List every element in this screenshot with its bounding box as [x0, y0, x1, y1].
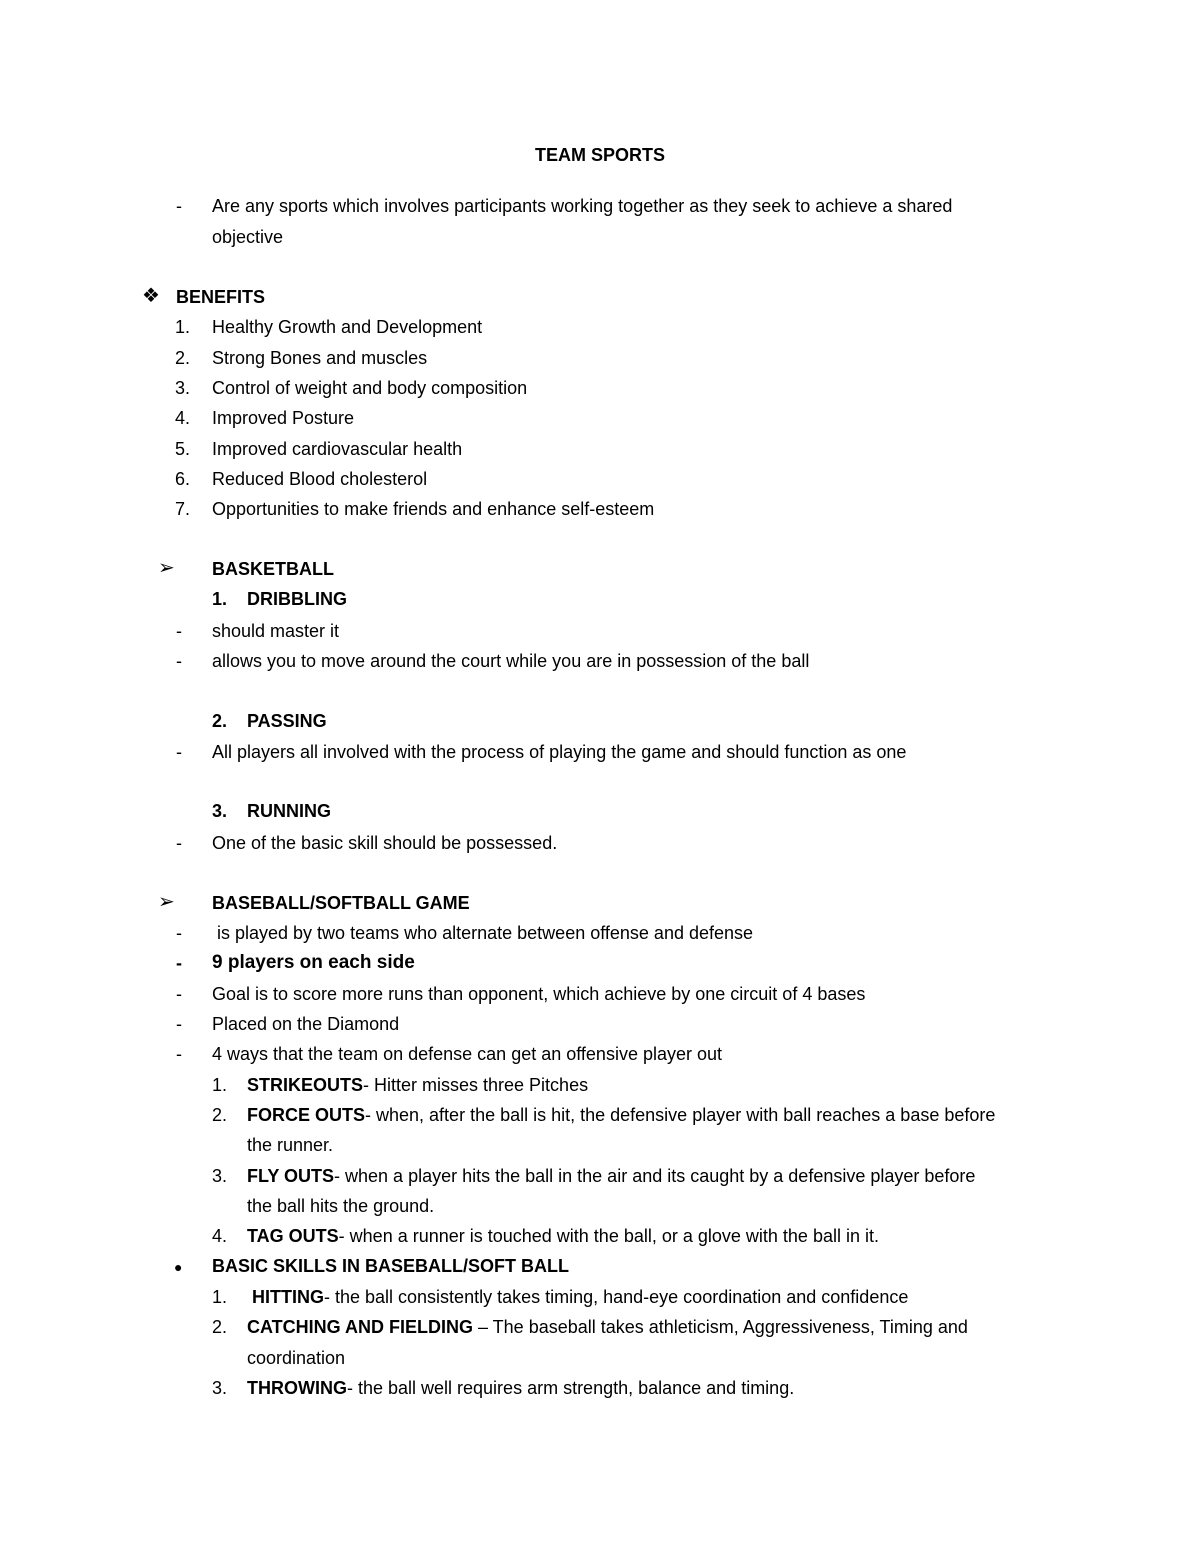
skill-term: THROWING: [247, 1378, 347, 1398]
list-number: 3.: [175, 378, 191, 398]
dash-marker: -: [176, 953, 182, 973]
running-heading: RUNNING: [247, 801, 331, 821]
out-term: FORCE OUTS: [247, 1105, 366, 1125]
list-number: 2.: [212, 1105, 228, 1125]
out-desc: - Hitter misses three Pitches: [363, 1075, 589, 1095]
list-number: 3.: [212, 1378, 228, 1398]
out-desc: - when a runner is touched with the ball, or a glove with the ball in it.: [338, 1226, 879, 1246]
benefit-item: Reduced Blood cholesterol: [212, 469, 428, 489]
out-desc-continued: the ball hits the ground.: [247, 1196, 435, 1216]
dash-marker: -: [176, 1044, 182, 1064]
dash-marker: -: [176, 1014, 182, 1034]
baseball-point: 4 ways that the team on defense can get an offensive player out: [212, 1044, 723, 1064]
page-title: TEAM SPORTS: [534, 145, 665, 165]
benefits-heading: BENEFITS: [176, 287, 266, 307]
skill-term: HITTING: [247, 1287, 324, 1307]
benefit-item: Improved cardiovascular health: [212, 439, 463, 459]
out-term: TAG OUTS: [247, 1226, 339, 1246]
list-number: 1.: [175, 317, 191, 337]
list-number: 5.: [175, 439, 191, 459]
arrow-bullet-icon: ➢: [158, 891, 175, 913]
list-number: 1.: [212, 1287, 228, 1307]
baseball-point-players: 9 players on each side: [212, 952, 415, 973]
out-item: [247, 1225, 879, 1247]
skill-item: [247, 1316, 968, 1338]
out-item: [247, 1074, 588, 1096]
skill-item: [247, 1286, 908, 1308]
skill-desc: – The baseball takes athleticism, Aggressiveness, Timing and: [472, 1317, 968, 1337]
list-number: 1.: [212, 1075, 228, 1095]
skill-number: 2.: [212, 711, 228, 731]
running-point: One of the basic skill should be possessed.: [212, 833, 558, 853]
benefit-item: Healthy Growth and Development: [212, 317, 483, 337]
list-number: 2.: [212, 1317, 228, 1337]
skill-number: 1.: [212, 589, 228, 609]
benefit-item: Control of weight and body composition: [212, 378, 528, 398]
definition-line-1: Are any sports which involves participants working together as they seek to achieve a shared: [212, 196, 953, 216]
out-desc: - when a player hits the ball in the air and its caught by a defensive player before: [334, 1166, 976, 1186]
dash-marker: -: [176, 196, 182, 216]
dash-marker: -: [176, 833, 182, 853]
definition-line-2: objective: [212, 227, 284, 247]
skill-desc: - the ball well requires arm strength, balance and timing.: [346, 1378, 795, 1398]
list-number: 3.: [212, 1166, 228, 1186]
skills-heading: BASIC SKILLS IN BASEBALL/SOFT BALL: [212, 1256, 569, 1276]
list-number: 7.: [175, 499, 191, 519]
out-desc: - when, after the ball is hit, the defensive player with ball reaches a base before: [365, 1105, 996, 1125]
passing-heading: PASSING: [247, 711, 327, 731]
list-number: 4.: [212, 1226, 228, 1246]
out-term: STRIKEOUTS: [247, 1075, 364, 1095]
dash-marker: -: [176, 742, 182, 762]
dash-marker: -: [176, 984, 182, 1004]
out-item: [247, 1104, 995, 1126]
baseball-point: is played by two teams who alternate between offense and defense: [212, 923, 754, 943]
list-number: 6.: [175, 469, 191, 489]
dribbling-heading: DRIBBLING: [247, 589, 347, 609]
round-bullet-icon: ●: [174, 1259, 183, 1275]
out-term: FLY OUTS: [247, 1166, 335, 1186]
dribbling-point: allows you to move around the court while you are in possession of the ball: [212, 651, 810, 671]
passing-point: All players all involved with the process of playing the game and should function as one: [212, 742, 907, 762]
baseball-point: Goal is to score more runs than opponent, which achieve by one circuit of 4 bases: [212, 984, 866, 1004]
arrow-bullet-icon: ➢: [158, 557, 175, 579]
baseball-point: Placed on the Diamond: [212, 1014, 400, 1034]
baseball-heading: BASEBALL/SOFTBALL GAME: [212, 893, 470, 913]
dash-marker: -: [176, 621, 182, 641]
benefit-item: Opportunities to make friends and enhance self-esteem: [212, 499, 655, 519]
list-number: 4.: [175, 408, 191, 428]
diamond-bullet-icon: ❖: [142, 285, 160, 307]
benefit-item: Strong Bones and muscles: [212, 348, 428, 368]
skill-item: [247, 1377, 794, 1399]
list-number: 2.: [175, 348, 191, 368]
out-desc-continued: the runner.: [247, 1135, 334, 1155]
dribbling-point: should master it: [212, 621, 340, 641]
skill-desc-continued: coordination: [247, 1348, 346, 1368]
skill-desc: - the ball consistently takes timing, hand-eye coordination and confidence: [324, 1287, 909, 1307]
skill-number: 3.: [212, 801, 228, 821]
dash-marker: -: [176, 923, 182, 943]
skill-term: CATCHING AND FIELDING: [247, 1317, 473, 1337]
basketball-heading: BASKETBALL: [212, 559, 334, 579]
dash-marker: -: [176, 651, 182, 671]
out-item: [247, 1165, 975, 1187]
benefit-item: Improved Posture: [212, 408, 355, 428]
